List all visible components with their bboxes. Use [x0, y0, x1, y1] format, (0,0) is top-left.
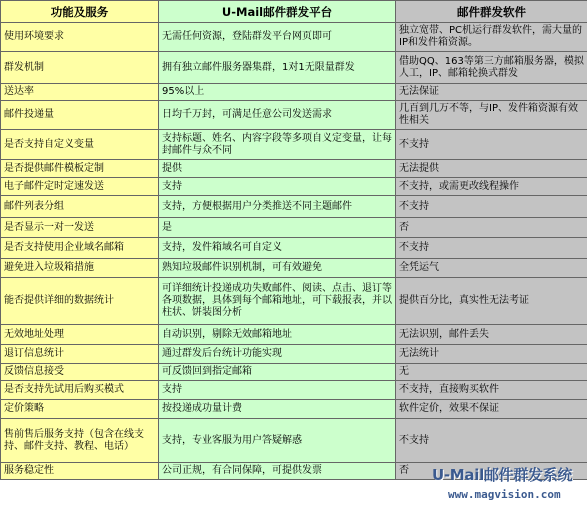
- software-cell: 否: [396, 218, 587, 238]
- feature-cell: 电子邮件定时定速发送: [1, 178, 159, 196]
- umail-cell: 支持，发件箱域名可自定义: [159, 238, 396, 259]
- header-mail-software: 邮件群发软件: [396, 1, 587, 23]
- feature-cell: 退订信息统计: [1, 345, 159, 364]
- umail-cell: 支持标题、姓名、内容字段等多项自义定变量，让每封邮件与众不同: [159, 130, 396, 160]
- software-cell: 无法统计: [396, 345, 587, 364]
- table-row: [1, 238, 587, 259]
- umail-cell: 可反馈回到指定邮箱: [159, 364, 396, 381]
- software-cell: 借助QQ、163等第三方邮箱服务器，模拟人工，IP、邮箱轮换式群发: [396, 52, 587, 84]
- software-cell: 不支持: [396, 419, 587, 463]
- table-row: [1, 178, 587, 196]
- feature-cell: 定价策略: [1, 400, 159, 419]
- umail-cell: 日均千万封，可满足任意公司发送需求: [159, 101, 396, 130]
- software-cell: 不支持: [396, 238, 587, 259]
- header-row: [1, 1, 587, 23]
- software-cell: 无法保证: [396, 84, 587, 101]
- software-cell: 全凭运气: [396, 259, 587, 278]
- software-cell: 不支持，直接购买软件: [396, 381, 587, 400]
- feature-cell: 能否提供详细的数据统计: [1, 278, 159, 325]
- software-cell: 独立宽带、PC机运行群发软件，需大量的IP和发件箱资源。: [396, 23, 587, 52]
- software-cell: 不支持: [396, 130, 587, 160]
- watermark-title: U-Mail邮件群发系统: [432, 466, 573, 484]
- feature-cell: 反馈信息接受: [1, 364, 159, 381]
- umail-cell: 无需任何资源，登陆群发平台网页即可: [159, 23, 396, 52]
- software-cell: 不支持，或需更改线程操作: [396, 178, 587, 196]
- feature-cell: 使用环境要求: [1, 23, 159, 52]
- software-cell: 否: [396, 463, 587, 480]
- umail-cell: 可详细统计投递成功失败邮件、阅读、点击、退订等各项数据，具体到每个邮箱地址，可下载报表，并以柱状、饼装图分析: [159, 278, 396, 325]
- table-row: [1, 259, 587, 278]
- umail-cell: 公司正规，有合同保障，可提供发票: [159, 463, 396, 480]
- table-row: [1, 52, 587, 84]
- umail-cell: 拥有独立邮件服务器集群，1对1无限量群发: [159, 52, 396, 84]
- software-cell: 提供百分比，真实性无法考证: [396, 278, 587, 325]
- table-row: [1, 196, 587, 218]
- umail-cell: 通过群发后台统计功能实现: [159, 345, 396, 364]
- feature-cell: 邮件投递量: [1, 101, 159, 130]
- feature-cell: 是否提供邮件模板定制: [1, 160, 159, 178]
- software-cell: 几百到几万不等，与IP、发件箱资源有效性相关: [396, 101, 587, 130]
- umail-cell: 95%以上: [159, 84, 396, 101]
- table-row: [1, 278, 587, 325]
- feature-cell: 群发机制: [1, 52, 159, 84]
- table-row: [1, 381, 587, 400]
- watermark-url: www.magvision.com: [448, 488, 561, 501]
- feature-cell: 售前售后服务支持（包含在线支持、邮件支持、教程、电话）: [1, 419, 159, 463]
- umail-cell: 是: [159, 218, 396, 238]
- feature-cell: 是否支持使用企业域名邮箱: [1, 238, 159, 259]
- umail-cell: 支持: [159, 178, 396, 196]
- header-feature: 功能及服务: [1, 1, 159, 23]
- table-row: [1, 23, 587, 52]
- umail-cell: 自动识别，剔除无效邮箱地址: [159, 325, 396, 345]
- umail-cell: 按投递成功量计费: [159, 400, 396, 419]
- software-cell: 无法提供: [396, 160, 587, 178]
- table-row: [1, 160, 587, 178]
- table-row: [1, 419, 587, 463]
- feature-cell: 邮件列表分组: [1, 196, 159, 218]
- table-row: [1, 84, 587, 101]
- table-row: [1, 400, 587, 419]
- feature-cell: 送达率: [1, 84, 159, 101]
- feature-cell: 是否支持自定义变量: [1, 130, 159, 160]
- table-row: [1, 101, 587, 130]
- software-cell: 无法识别，邮件丢失: [396, 325, 587, 345]
- umail-cell: 支持，方便根据用户分类推送不同主题邮件: [159, 196, 396, 218]
- table-row: [1, 218, 587, 238]
- software-cell: 无: [396, 364, 587, 381]
- umail-cell: 支持，专业客服为用户答疑解惑: [159, 419, 396, 463]
- table-row: [1, 364, 587, 381]
- software-cell: 不支持: [396, 196, 587, 218]
- table-row: [1, 325, 587, 345]
- table-row: [1, 345, 587, 364]
- umail-cell: 熟知垃圾邮件识别机制，可有效避免: [159, 259, 396, 278]
- table-row: [1, 130, 587, 160]
- umail-cell: 支持: [159, 381, 396, 400]
- feature-cell: 避免进入垃圾箱措施: [1, 259, 159, 278]
- software-cell: 软件定价，效果不保证: [396, 400, 587, 419]
- feature-cell: 是否支持先试用后购买模式: [1, 381, 159, 400]
- table-row: [1, 463, 587, 480]
- feature-cell: 是否显示一对一发送: [1, 218, 159, 238]
- feature-cell: 无效地址处理: [1, 325, 159, 345]
- feature-cell: 服务稳定性: [1, 463, 159, 480]
- header-umail-platform: U-Mail邮件群发平台: [159, 1, 396, 23]
- umail-cell: 提供: [159, 160, 396, 178]
